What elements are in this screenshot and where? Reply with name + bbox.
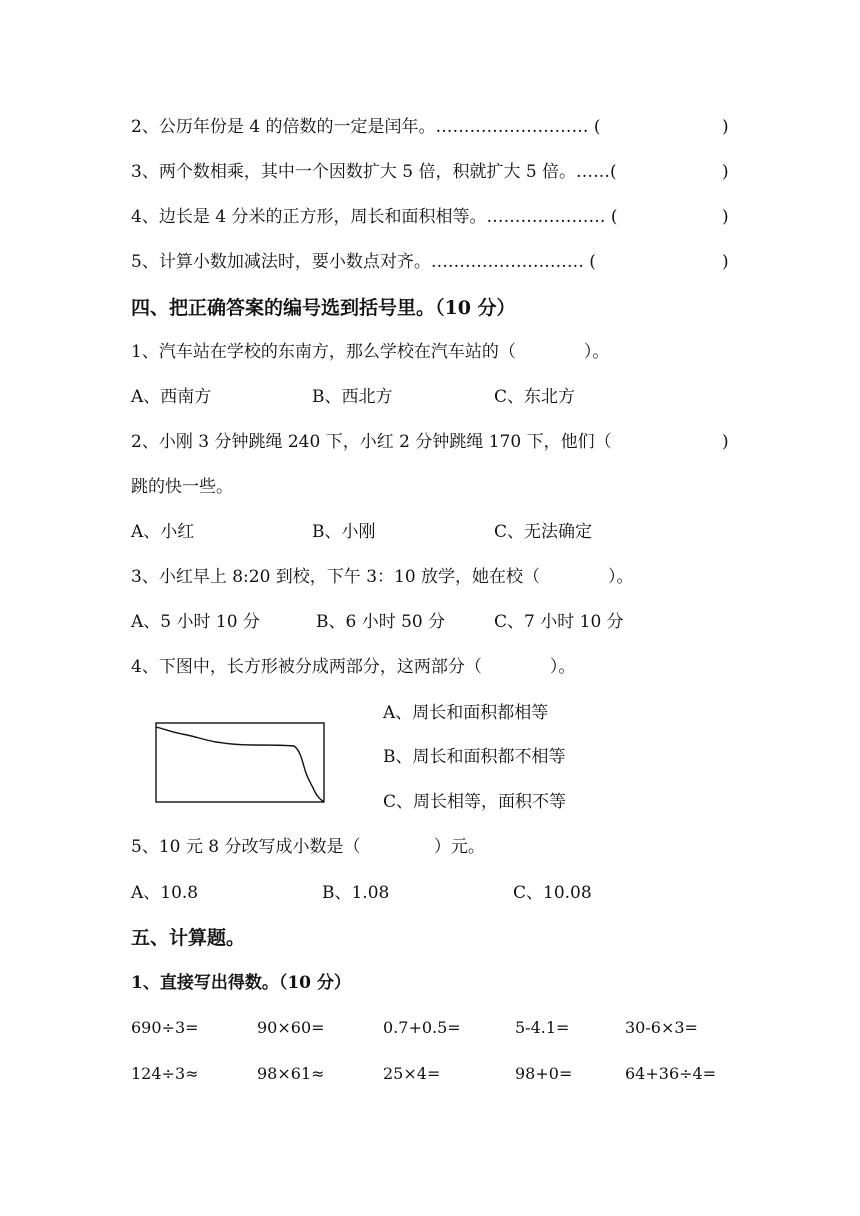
judge-item-5: 5、计算小数加减法时，要小数点对齐。……………………… ( — [131, 252, 596, 272]
q3-option-c: C、7 小时 10 分 — [494, 612, 624, 632]
calc-item: 98+0= — [515, 1064, 573, 1083]
q5-option-a: A、10.8 — [131, 883, 199, 903]
rectangle-outline — [156, 723, 324, 802]
q1-option-a: A、西南方 — [131, 387, 212, 407]
question-1: 1、汽车站在学校的东南方，那么学校在汽车站的（ ）。 — [131, 342, 610, 362]
answer-paren-close: ) — [722, 117, 729, 137]
calc-item: 25×4= — [383, 1064, 441, 1083]
answer-paren-close: ) — [722, 162, 729, 182]
calc-item: 0.7+0.5= — [383, 1018, 461, 1037]
q5-option-b: B、1.08 — [322, 883, 390, 903]
calc-item: 64+36÷4= — [625, 1064, 717, 1083]
rectangle-figure — [154, 720, 328, 806]
calc-item: 30-6×3= — [625, 1018, 698, 1037]
answer-paren-close: ) — [722, 252, 729, 272]
calc-item: 5-4.1= — [515, 1018, 570, 1037]
calc-item: 90×60= — [257, 1018, 325, 1037]
answer-paren-close: ) — [722, 207, 729, 227]
judge-item-4: 4、边长是 4 分米的正方形，周长和面积相等。………………… ( — [131, 207, 618, 227]
answer-paren-close: ) — [722, 432, 729, 452]
q2-option-b: B、小刚 — [312, 522, 376, 542]
calc-item: 98×61≈ — [257, 1064, 325, 1083]
calc-item: 690÷3= — [131, 1018, 199, 1037]
dividing-curve — [156, 727, 324, 802]
judge-item-2: 2、公历年份是 4 的倍数的一定是闰年。……………………… ( — [131, 117, 601, 137]
calc-item: 124÷3≈ — [131, 1064, 199, 1083]
section-5-title: 五、计算题。 — [131, 927, 246, 949]
q1-option-b: B、西北方 — [312, 387, 393, 407]
q2-option-a: A、小红 — [131, 522, 195, 542]
q2-option-c: C、无法确定 — [494, 522, 593, 542]
judge-item-3: 3、两个数相乘，其中一个因数扩大 5 倍，积就扩大 5 倍。……( — [131, 162, 617, 182]
q4-option-b: B、周长和面积都不相等 — [383, 747, 566, 767]
q4-option-a: A、周长和面积都相等 — [383, 703, 549, 723]
question-3: 3、小红早上 8:20 到校，下午 3：10 放学，她在校（ ）。 — [131, 567, 634, 587]
question-2: 2、小刚 3 分钟跳绳 240 下，小红 2 分钟跳绳 170 下，他们（ — [131, 432, 612, 452]
q1-option-c: C、东北方 — [494, 387, 576, 407]
section-4-title: 四、把正确答案的编号选到括号里。（10 分） — [131, 297, 516, 319]
question-4: 4、下图中，长方形被分成两部分，这两部分（ ）。 — [131, 657, 576, 677]
q4-option-c: C、周长相等，面积不等 — [383, 792, 567, 812]
q3-option-b: B、6 小时 50 分 — [316, 612, 446, 632]
q5-option-c: C、10.08 — [513, 883, 592, 903]
q3-option-a: A、5 小时 10 分 — [131, 612, 260, 632]
question-5: 5、10 元 8 分改写成小数是（ ）元。 — [131, 837, 485, 857]
question-2-continued: 跳的快一些。 — [131, 477, 233, 497]
subsection-1-title: 1、直接写出得数。（10 分） — [131, 973, 351, 993]
